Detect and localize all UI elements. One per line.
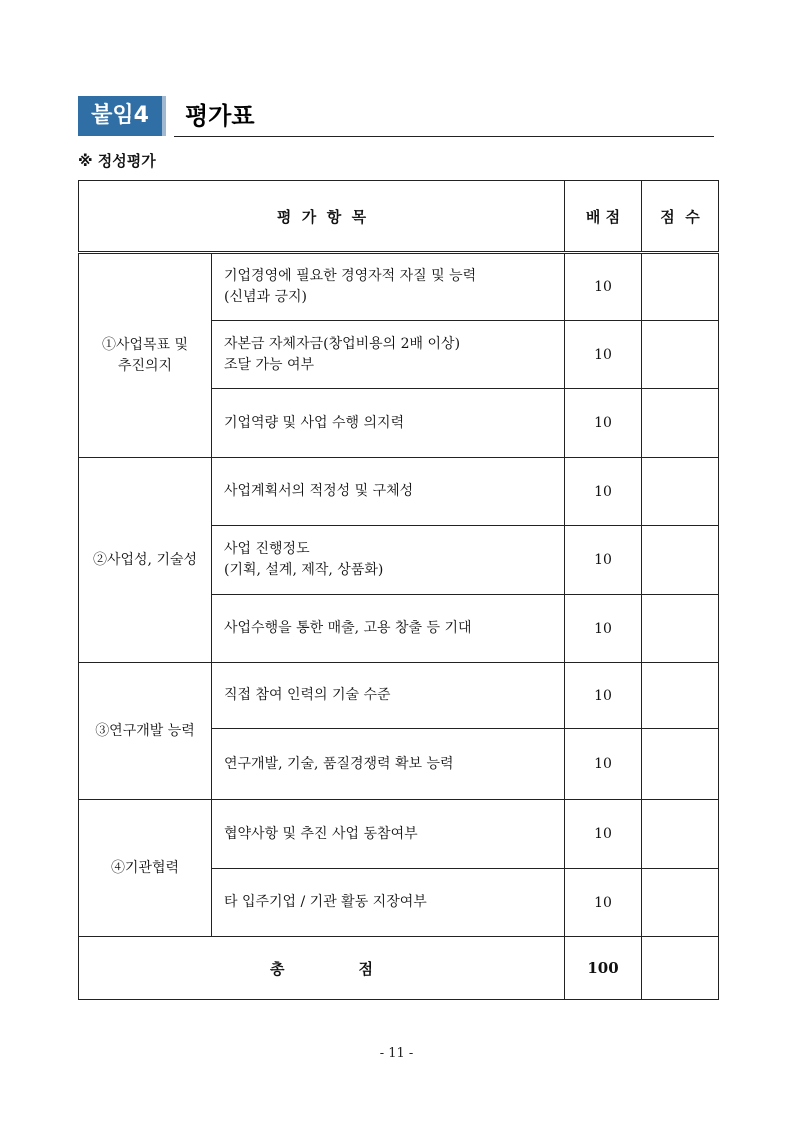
category-cell: ②사업성, 기술성 bbox=[79, 458, 212, 663]
item-cell: 자본금 자체자금(창업비용의 2배 이상) 조달 가능 여부 bbox=[212, 321, 565, 389]
points-cell: 10 bbox=[565, 595, 642, 663]
points-cell: 10 bbox=[565, 663, 642, 729]
points-cell: 10 bbox=[565, 800, 642, 869]
total-label: 총 점 bbox=[79, 937, 565, 1000]
evaluation-table bbox=[78, 180, 719, 1000]
points-cell: 10 bbox=[565, 869, 642, 937]
item-cell: 기업역량 및 사업 수행 의지력 bbox=[212, 389, 565, 458]
item-cell: 사업계획서의 적정성 및 구체성 bbox=[212, 458, 565, 526]
appendix-badge: 붙임4 bbox=[78, 96, 162, 136]
header-points: 배 점 bbox=[565, 181, 642, 253]
points-cell: 10 bbox=[565, 389, 642, 458]
item-cell: 사업수행을 통한 매출, 고용 창출 등 기대 bbox=[212, 595, 565, 663]
points-cell: 10 bbox=[565, 253, 642, 321]
page-header bbox=[78, 96, 714, 139]
category-cell: ③연구개발 능력 bbox=[79, 663, 212, 800]
score-cell[interactable] bbox=[642, 321, 719, 389]
score-cell[interactable] bbox=[642, 253, 719, 321]
total-score-cell[interactable] bbox=[642, 937, 719, 1000]
points-cell: 10 bbox=[565, 729, 642, 800]
item-cell: 타 입주기업 / 기관 활동 지장여부 bbox=[212, 869, 565, 937]
score-cell[interactable] bbox=[642, 458, 719, 526]
score-cell[interactable] bbox=[642, 869, 719, 937]
score-cell[interactable] bbox=[642, 800, 719, 869]
total-points: 100 bbox=[565, 937, 642, 1000]
title-underline bbox=[174, 136, 714, 137]
page-number: - 11 - bbox=[379, 1046, 414, 1061]
points-cell: 10 bbox=[565, 321, 642, 389]
page-title: 평가표 bbox=[185, 102, 255, 130]
header-item: 평 가 항 목 bbox=[79, 181, 565, 253]
item-cell: 협약사항 및 추진 사업 동참여부 bbox=[212, 800, 565, 869]
score-cell[interactable] bbox=[642, 595, 719, 663]
header-score: 점 수 bbox=[642, 181, 719, 253]
category-cell: ④기관협력 bbox=[79, 800, 212, 937]
section-label: ※ 정성평가 bbox=[78, 152, 156, 170]
score-cell[interactable] bbox=[642, 526, 719, 595]
score-cell[interactable] bbox=[642, 389, 719, 458]
item-cell: 기업경영에 필요한 경영자적 자질 및 능력 (신념과 긍지) bbox=[212, 253, 565, 321]
points-cell: 10 bbox=[565, 526, 642, 595]
item-cell: 사업 진행정도 (기획, 설계, 제작, 상품화) bbox=[212, 526, 565, 595]
category-cell: ①사업목표 및 추진의지 bbox=[79, 253, 212, 458]
score-cell[interactable] bbox=[642, 663, 719, 729]
score-cell[interactable] bbox=[642, 729, 719, 800]
item-cell: 직접 참여 인력의 기술 수준 bbox=[212, 663, 565, 729]
item-cell: 연구개발, 기술, 품질경쟁력 확보 능력 bbox=[212, 729, 565, 800]
points-cell: 10 bbox=[565, 458, 642, 526]
